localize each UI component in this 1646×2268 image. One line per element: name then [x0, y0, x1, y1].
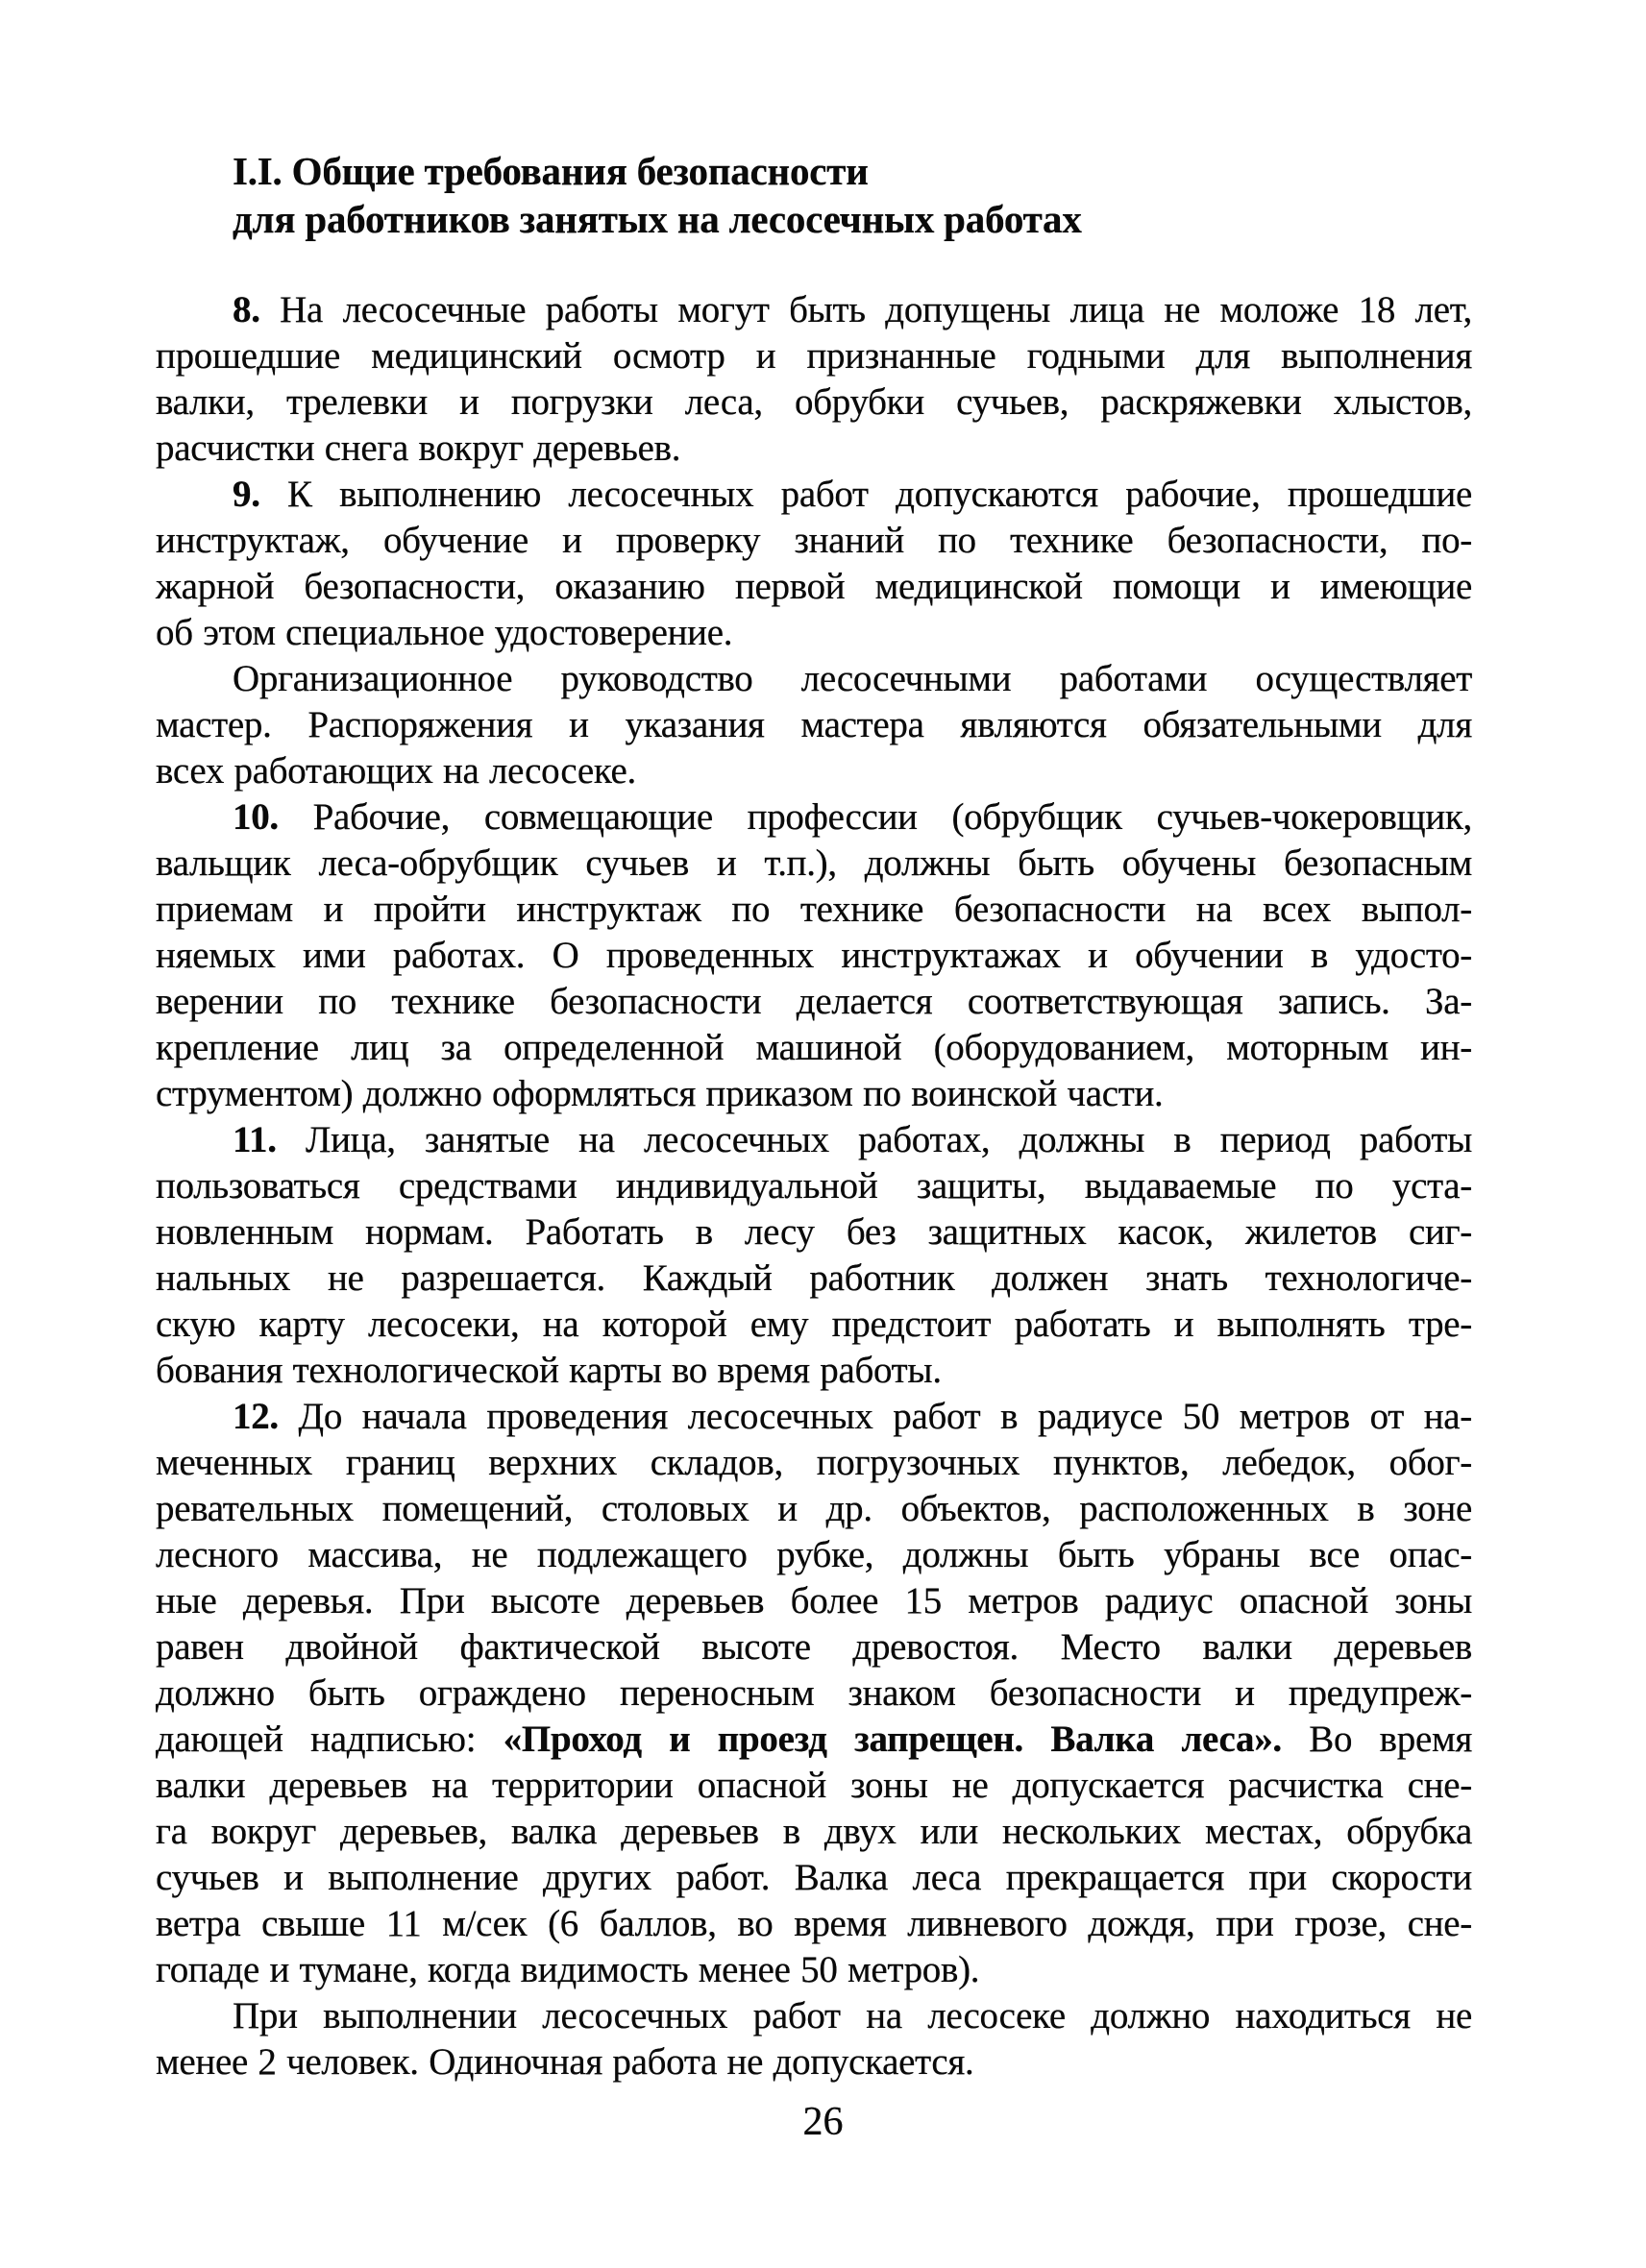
section-title: [233, 147, 1472, 243]
paragraph: [156, 656, 1472, 794]
paragraph: [156, 1394, 1472, 1993]
text-line: [156, 379, 1472, 426]
text-line: [156, 426, 1472, 472]
text-line: [156, 1809, 1472, 1855]
body-text-segment: приемам и пройти инструктаж по технике безопасности на всех выпол-: [156, 889, 1472, 930]
body-text-segment: Организационное руководство лесосечными работами осуществляет: [233, 658, 1472, 699]
body-text-segment: няемых ими работах. О проведенных инструктажах и обучении в удосто-: [156, 935, 1472, 976]
body-text-segment: бования технологической карты во время работы.: [156, 1350, 942, 1391]
text-line: [156, 1993, 1472, 2039]
bold-text: 9.: [233, 474, 260, 515]
text-line: [156, 2039, 1472, 2085]
body-text-segment: Во время: [1281, 1719, 1472, 1760]
text-line: [156, 794, 1472, 841]
text-line: [156, 472, 1472, 518]
paragraph: [156, 1117, 1472, 1394]
body-text-segment: об этом специальное удостоверение.: [156, 612, 733, 653]
text-line: [156, 1624, 1472, 1671]
body-text-segment: всех работающих на лесосеке.: [156, 750, 636, 792]
text-line: [156, 1071, 1472, 1117]
bold-text: 10.: [233, 796, 279, 838]
text-line: [156, 841, 1472, 887]
body-text-segment: прошедшие медицинский осмотр и признанные годными для выполнения: [156, 335, 1472, 377]
text-line: [156, 1763, 1472, 1809]
body-text-segment: валки деревьев на территории опасной зоны не допускается расчистка сне-: [156, 1765, 1472, 1806]
text-line: [156, 1717, 1472, 1763]
text-line: [156, 1025, 1472, 1071]
body-text-segment: верении по технике безопасности делается соответствующая запись. За-: [156, 981, 1472, 1022]
text-line: [156, 287, 1472, 333]
text-line: [156, 610, 1472, 656]
text-line: [156, 1486, 1472, 1532]
body-text-segment: вальщик леса-обрубщик сучьев и т.п.), должны быть обучены безопасным: [156, 842, 1472, 884]
section-title-line-1: I.I. Общие требования безопасности: [233, 149, 869, 193]
bold-text: 11.: [233, 1119, 277, 1160]
body-text-segment: меченных границ верхних складов, погрузочных пунктов, лебедок, обог-: [156, 1442, 1472, 1483]
body-text-segment: новленным нормам. Работать в лесу без защитных касок, жилетов сиг-: [156, 1211, 1472, 1253]
body-text-segment: дающей надписью:: [156, 1719, 504, 1760]
text-line: [156, 1302, 1472, 1348]
text-line: [156, 1440, 1472, 1486]
body-text-segment: скую карту лесосеки, на которой ему предстоит работать и выполнять тре-: [156, 1304, 1472, 1345]
paragraph: [156, 472, 1472, 656]
text-line: [156, 1578, 1472, 1624]
text-line: [156, 1855, 1472, 1901]
text-line: [156, 1163, 1472, 1209]
text-line: [156, 656, 1472, 702]
body-text-segment: ные деревья. При высоте деревьев более 15 метров радиус опасной зоны: [156, 1580, 1472, 1622]
paragraph: [156, 1993, 1472, 2085]
body-text-segment: сучьев и выполнение других работ. Валка леса прекращается при скорости: [156, 1857, 1472, 1898]
text-line: [156, 979, 1472, 1025]
text-line: [156, 1348, 1472, 1394]
body-text-segment: ревательных помещений, столовых и др. объектов, расположенных в зоне: [156, 1488, 1472, 1529]
text-line: [156, 933, 1472, 979]
body-text-segment: мастер. Распоряжения и указания мастера являются обязательными для: [156, 704, 1472, 745]
body-text-segment: крепление лиц за определенной машиной (оборудованием, моторным ин-: [156, 1027, 1472, 1068]
text-line: [156, 887, 1472, 933]
body-text-segment: Лица, занятые на лесосечных работах, должны в период работы: [276, 1119, 1472, 1160]
body-text-segment: равен двойной фактической высоте древостоя. Место валки деревьев: [156, 1626, 1472, 1668]
body-text-segment: валки, трелевки и погрузки леса, обрубки сучьев, раскряжевки хлыстов,: [156, 381, 1472, 423]
paragraph: [156, 287, 1472, 472]
bold-text: 8.: [233, 289, 260, 330]
text-line: [156, 1209, 1472, 1256]
text-line: [156, 564, 1472, 610]
bold-text: 12.: [233, 1396, 279, 1437]
body-text-segment: К выполнению лесосечных работ допускаются рабочие, прошедшие: [259, 474, 1472, 515]
body-text-segment: нальных не разрешается. Каждый работник должен знать технологиче-: [156, 1257, 1472, 1299]
paragraph: [156, 794, 1472, 1117]
body-text-segment: Рабочие, совмещающие профессии (обрубщик сучьев-чокеровщик,: [278, 796, 1472, 838]
text-line: [156, 333, 1472, 379]
body-text-segment: га вокруг деревьев, валка деревьев в двух или нескольких местах, обрубка: [156, 1811, 1472, 1852]
body-text-segment: На лесосечные работы могут быть допущены лица не моложе 18 лет,: [259, 289, 1472, 330]
body-text-segment: пользоваться средствами индивидуальной защиты, выдаваемые по уста-: [156, 1165, 1472, 1207]
bold-text: «Проход и проезд запрещен. Валка леса».: [503, 1719, 1282, 1760]
text-line: [156, 1532, 1472, 1578]
text-line: [156, 1117, 1472, 1163]
text-line: [156, 1671, 1472, 1717]
text-line: [156, 1947, 1472, 1993]
body-text-segment: До начала проведения лесосечных работ в радиусе 50 метров от на-: [278, 1396, 1472, 1437]
text-line: [156, 1394, 1472, 1440]
body-text-segment: менее 2 человек. Одиночная работа не допускается.: [156, 2041, 974, 2083]
body-text-segment: должно быть ограждено переносным знаком безопасности и предупреж-: [156, 1672, 1472, 1714]
body-text-segment: жарной безопасности, оказанию первой медицинской помощи и имеющие: [156, 566, 1472, 607]
body-text-segment: инструктаж, обучение и проверку знаний по технике безопасности, по-: [156, 520, 1472, 561]
body-text-segment: лесного массива, не подлежащего рубке, должны быть убраны все опас-: [156, 1534, 1472, 1575]
text-line: [156, 748, 1472, 794]
body-text-segment: гопаде и тумане, когда видимость менее 50 метров).: [156, 1949, 980, 1990]
text-line: [156, 1256, 1472, 1302]
text-column: [156, 147, 1472, 2085]
body-text-segment: ветра свыше 11 м/сек (6 баллов, во время ливневого дождя, при грозе, сне-: [156, 1903, 1472, 1944]
text-line: [156, 702, 1472, 748]
body-text-segment: расчистки снега вокруг деревьев.: [156, 427, 681, 469]
page-number: 26: [802, 2100, 844, 2144]
body-text-segment: струментом) должно оформляться приказом по воинской части.: [156, 1073, 1164, 1114]
text-line: [156, 1901, 1472, 1947]
document-body: [156, 287, 1472, 2085]
text-line: [156, 518, 1472, 564]
section-title-line-2: для работников занятых на лесосечных работах: [233, 197, 1082, 241]
body-text-segment: При выполнении лесосечных работ на лесосеке должно находиться не: [233, 1995, 1472, 2036]
